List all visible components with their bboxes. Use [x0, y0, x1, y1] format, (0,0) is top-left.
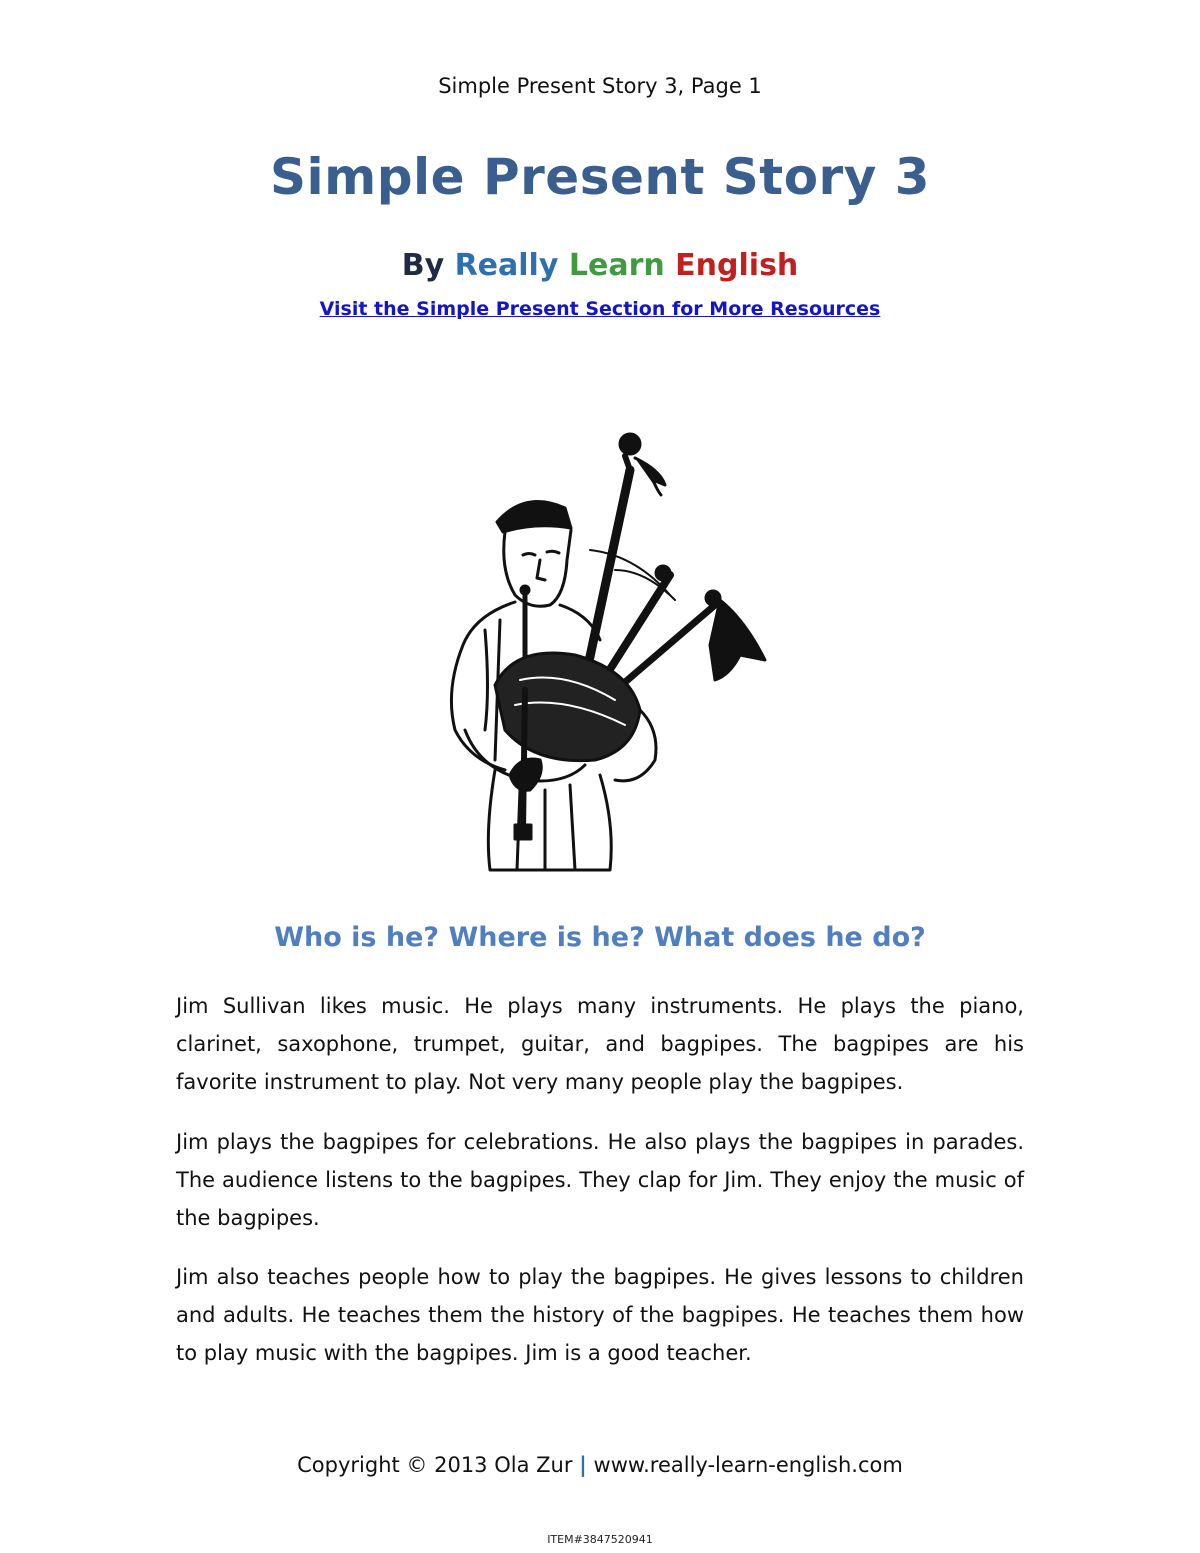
story-paragraph-1: Jim Sullivan likes music. He plays many instruments. He plays the piano, clarinet, saxophone, trumpet, guitar, and bagpipes. The bagpipes are his favorite instrument to play. Not very many people play the bagpipes. — [176, 994, 1024, 1094]
footer-separator: | — [579, 1453, 587, 1477]
byline-really: Really — [454, 248, 559, 283]
simple-present-section-link[interactable]: Visit the Simple Present Section for More Resources — [319, 298, 881, 320]
story-paragraph-3: Jim also teaches people how to play the bagpipes. He gives lessons to children and adults. He teaches them the history of the bagpipes. He teaches them how to play music with the bagpipes. Jim is a good teacher. — [176, 1265, 1024, 1365]
byline-english: English — [675, 248, 799, 283]
byline-learn: Learn — [568, 248, 665, 283]
story-paragraph-2: Jim plays the bagpipes for celebrations. He also plays the bagpipes in parades. The audience listens to the bagpipes. They clap for Jim. They enjoy the music of the bagpipes. — [176, 1130, 1024, 1230]
byline-by: By — [401, 248, 445, 283]
byline — [0, 248, 1200, 283]
section-question-heading: Who is he? Where is he? What does he do? — [274, 922, 926, 953]
bagpiper-illustration — [425, 430, 785, 880]
website-link[interactable]: www.really-learn-english.com — [593, 1453, 903, 1477]
page-header: Simple Present Story 3, Page 1 — [438, 74, 762, 98]
footer — [0, 1453, 1200, 1477]
copyright-text: Copyright © 2013 Ola Zur — [297, 1453, 573, 1477]
item-code: ITEM#3847520941 — [547, 1533, 653, 1546]
page-title: Simple Present Story 3 — [270, 148, 930, 206]
